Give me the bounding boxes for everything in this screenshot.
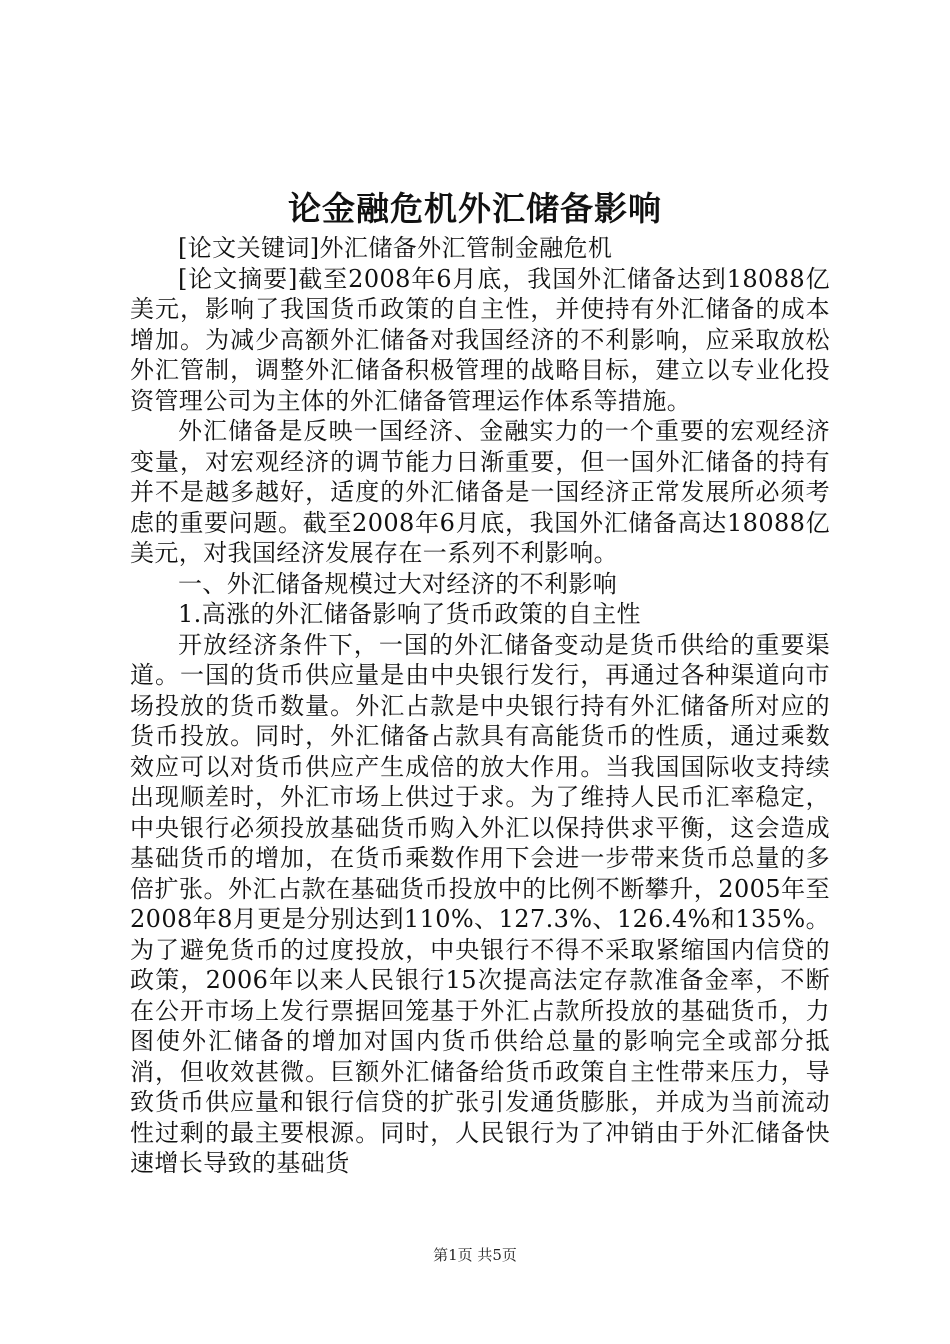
section-heading: 一、外汇储备规模过大对经济的不利影响 <box>178 569 618 598</box>
abstract-paragraph: [论文摘要]截至2008年6月底，我国外汇储备达到18088亿美元，影响了我国货币政策的自主性，并使持有外汇储备的成本增加。为减少高额外汇储备对我国经济的不利影响，应采取放松外汇管制，调整外汇储备积极管理的战略目标，建立以专业化投资管理公司为主体的外汇储备管理运作体系等措施。 <box>130 264 830 415</box>
keywords-paragraph: [论文关键词]外汇储备外汇管制金融危机 <box>178 234 613 262</box>
body-paragraph: 开放经济条件下，一国的外汇储备变动是货币供给的重要渠道。一国的货币供应量是由中央银行发行，再通过各种渠道向市场投放的货币数量。外汇占款是中央银行持有外汇储备所对应的货币投放。同时，外汇储备占款具有高能货币的性质，通过乘数效应可以对货币供应产生成倍的放大作用。当我国国际收支持续出现顺差时，外汇市场上供过于求。为了维持人民币汇率稳定，中央银行必须投放基础货币购入外汇以保持供求平衡，这会造成基础货币的增加，在货币乘数作用下会进一步带来货币总量的多倍扩张。外汇占款在基础货币投放中的比例不断攀升，2005年至2008年8月更是分别达到110%、127.3%、126.4%和135%。为了避免货币的过度投放，中央银行不得不采取紧缩国内信贷的政策，2006年以来人民银行15次提高法定存款准备金率，不断在公开市场上发行票据回笼基于外汇占款所投放的基础货币，力图使外汇储备的增加对国内货币供给总量的影响完全或部分抵消，但收效甚微。巨额外汇储备给货币政策自主性带来压力，导致货币供应量和银行信贷的扩张引发通货膨胀，并成为当前流动性过剩的最主要根源。同时，人民银行为了冲销由于外汇储备快速增长导致的基础货 <box>130 630 830 1177</box>
document-title: 论金融危机外汇储备影响 <box>288 189 662 228</box>
intro-paragraph: 外汇储备是反映一国经济、金融实力的一个重要的宏观经济变量，对宏观经济的调节能力日渐重要，但一国外汇储备的持有并不是越多越好，适度的外汇储备是一国经济正常发展所必须考虑的重要问题。截至2008年6月底，我国外汇储备高达18088亿美元，对我国经济发展存在一系列不利影响。 <box>130 417 830 567</box>
page-footer: 第1页 共5页 <box>433 1246 517 1264</box>
document-body <box>130 233 830 1179</box>
subsection-heading: 1.高涨的外汇储备影响了货币政策的自主性 <box>178 600 641 628</box>
